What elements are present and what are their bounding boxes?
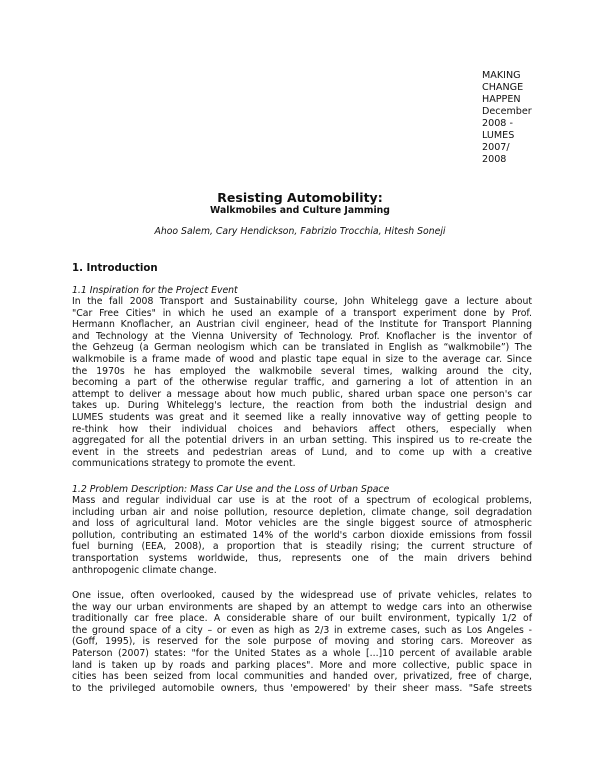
text-line: takes up. During Whitelegg's lecture, the reaction from both the industrial design and [72,400,532,412]
text-line: aggregated for all the potential drivers in an urban setting. This inspired us to re-create the [72,435,532,447]
text-line: and loss of agricultural land. Motor vehicles are the single biggest source of atmospheric [72,518,532,530]
text-line: the Gehzeug (a German neologism which can be translated in English as “walkmobile”) The [72,342,532,354]
text-line: transportation systems worldwide, thus, represents one of the main drivers behind [72,552,532,564]
text-line: In the fall 2008 Transport and Sustainability course, John Whitelegg gave a lecture about [72,296,532,307]
text-line: communications strategy to promote the event. [72,458,296,470]
text-line: "Car Free Cities" in which he used an example of a transport experiment done by Prof. [72,307,532,319]
paragraph-inspiration [72,296,532,470]
header-note-line: 2008 [482,154,507,165]
text-line: to the privileged automobile owners, thus 'empowered' by their sheer mass. "Safe streets [72,682,532,694]
text-line: traditionally car free place. A considerable share of our built environment, typically 1/2 of [72,613,532,625]
subsection-heading-inspiration: 1.1 Inspiration for the Project Event [72,285,238,296]
header-note-line: LUMES [482,130,515,141]
text-line: pollution, contributing an estimated 14% of the world's carbon dioxide emissions from fossil [72,529,532,541]
text-line: fuel burning (EEA, 2008), a proportion that is steadily rising; the current structure of [72,541,532,553]
text-line: walkmobile is a frame made of wood and plastic tape equal in size to the average car. Since [72,353,532,365]
header-note [482,70,552,166]
text-line: LUMES students was great and it seemed like a really innovative way of getting people to [72,411,532,423]
text-line: Mass and regular individual car use is at the root of a spectrum of ecological problems, [72,495,532,506]
header-note-line: 2007/ [482,142,510,153]
text-line: event in the streets and pedestrian areas of Lund, and to come up with a creative [72,446,532,458]
text-line: re-think how their individual choices and behaviors affect others, especially when [72,423,532,435]
text-line: (Goff, 1995), is reserved for the sole purpose of moving and storing cars. Moreover as [72,636,532,648]
text-line: the ground space of a city – or even as high as 2/3 in extreme cases, such as Los Angeles - [72,624,532,636]
text-line: One issue, often overlooked, caused by the widespread use of private vehicles, relates to [72,590,532,601]
text-line: the way our urban environments are shaped by an attempt to wedge cars into an otherwise [72,601,532,613]
text-line: and Technology at the Vienna University of Technology. Prof. Knoflacher is the inventor of [72,330,532,342]
text-line: including urban air and noise pollution, resource depletion, climate change, soil degradation [72,506,532,518]
text-line: land is taken up by roads and parking places". More and more collective, public space in [72,659,532,671]
header-note-line: HAPPEN [482,94,521,105]
header-note-line: 2008 - [482,118,513,129]
text-line: Hermann Knoflacher, an Austrian civil engineer, head of the Institute for Transport Planning [72,319,532,331]
subsection-heading-problem: 1.2 Problem Description: Mass Car Use and the Loss of Urban Space [72,484,390,495]
paragraph-urban-space [72,590,532,694]
header-note-line: CHANGE [482,82,524,93]
text-line: cities has been seized from local communities and handed over, privatized, free of charge, [72,671,532,683]
text-line: becoming a part of the otherwise regular traffic, and garnering a lot of attention in an [72,377,532,389]
paragraph-problem [72,495,532,576]
text-line: anthropogenic climate change. [72,564,217,576]
section-heading-introduction: 1. Introduction [72,263,158,274]
text-line: the 1970s he has employed the walkmobile several times, walking around the city, [72,365,532,377]
author-list: Ahoo Salem, Cary Hendickson, Fabrizio Trocchia, Hitesh Soneji [154,226,446,237]
text-line: Paterson (2007) states: "for the United States as a whole [...]10 percent of available arable [72,647,532,659]
text-line: attempt to deliver a message about how much public, shared urban space one person's car [72,388,532,400]
header-note-line: December [482,106,532,117]
paper-title: Resisting Automobility: [217,190,383,205]
paper-subtitle: Walkmobiles and Culture Jamming [210,205,390,216]
header-note-line: MAKING [482,70,521,81]
